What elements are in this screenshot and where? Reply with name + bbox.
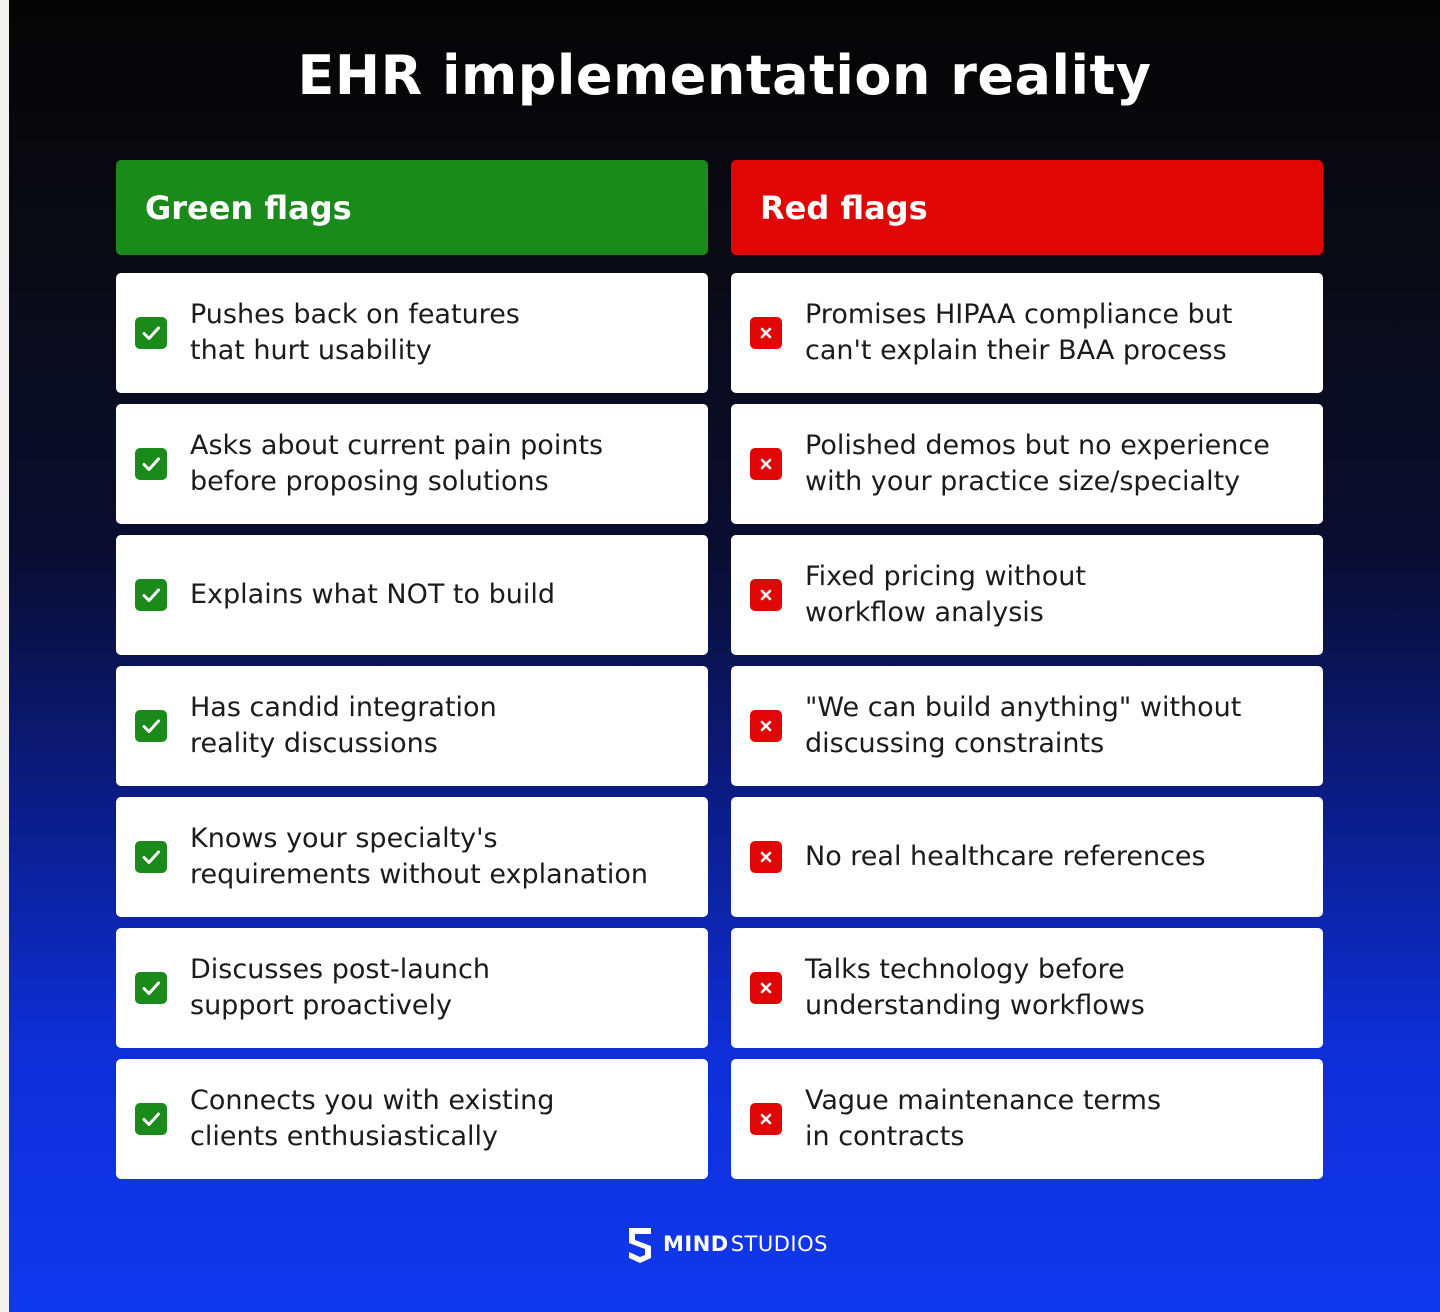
x-icon [750, 710, 782, 742]
page-title: EHR implementation reality [297, 44, 1152, 107]
check-icon [135, 448, 167, 480]
infographic-canvas [9, 0, 1440, 1312]
x-icon [750, 972, 782, 1004]
check-icon [135, 710, 167, 742]
red-flag-text: Promises HIPAA compliance but can't explain their BAA process [805, 299, 1233, 366]
red-flags-header: Red flags [731, 160, 1323, 255]
green-flag-text: Has candid integration reality discussions [190, 692, 497, 759]
check-icon [135, 841, 167, 873]
logo-text-studios: STUDIOS [730, 1232, 828, 1256]
green-flag-text: Discusses post-launch support proactively [190, 954, 490, 1021]
green-flags-list [116, 273, 708, 1179]
red-flags-column [731, 160, 1323, 1190]
red-flag-text: "We can build anything" without discussing constraints [805, 692, 1242, 759]
red-flag-text: Fixed pricing without workflow analysis [805, 561, 1086, 628]
red-flag-text: Vague maintenance terms in contracts [805, 1085, 1162, 1152]
x-icon [750, 317, 782, 349]
check-icon [135, 579, 167, 611]
green-flag-text: Explains what NOT to build [190, 579, 556, 610]
green-flag-card [116, 535, 708, 655]
red-flag-card [731, 797, 1323, 917]
green-flags-column [116, 160, 708, 1190]
green-flag-text: Asks about current pain points before proposing solutions [190, 430, 604, 497]
logo-text-mind: MIND [663, 1232, 729, 1256]
red-flag-card [731, 273, 1323, 393]
x-icon [750, 1103, 782, 1135]
green-flag-text: Pushes back on features that hurt usability [190, 299, 520, 366]
check-icon [135, 972, 167, 1004]
green-flag-text: Knows your specialty's requirements without explanation [190, 823, 649, 890]
red-flag-card [731, 1059, 1323, 1179]
green-flag-card [116, 1059, 708, 1179]
check-icon [135, 1103, 167, 1135]
check-icon [135, 317, 167, 349]
green-flag-card [116, 273, 708, 393]
green-flag-text: Connects you with existing clients enthusiastically [190, 1085, 555, 1152]
green-flag-card [116, 666, 708, 786]
green-flag-card [116, 928, 708, 1048]
red-flags-list [731, 273, 1323, 1179]
green-flag-card [116, 797, 708, 917]
green-flags-header: Green flags [116, 160, 708, 255]
x-icon [750, 448, 782, 480]
x-icon [750, 841, 782, 873]
red-flag-card [731, 666, 1323, 786]
red-flag-card [731, 404, 1323, 524]
red-flag-text: No real healthcare references [805, 841, 1206, 872]
red-flag-card [731, 928, 1323, 1048]
mindstudios-logo-icon [625, 1224, 655, 1264]
red-flag-card [731, 535, 1323, 655]
mindstudios-logo [625, 1224, 828, 1264]
red-flag-text: Talks technology before understanding workflows [805, 954, 1145, 1021]
green-flag-card [116, 404, 708, 524]
red-flag-text: Polished demos but no experience with your practice size/specialty [805, 430, 1270, 497]
x-icon [750, 579, 782, 611]
